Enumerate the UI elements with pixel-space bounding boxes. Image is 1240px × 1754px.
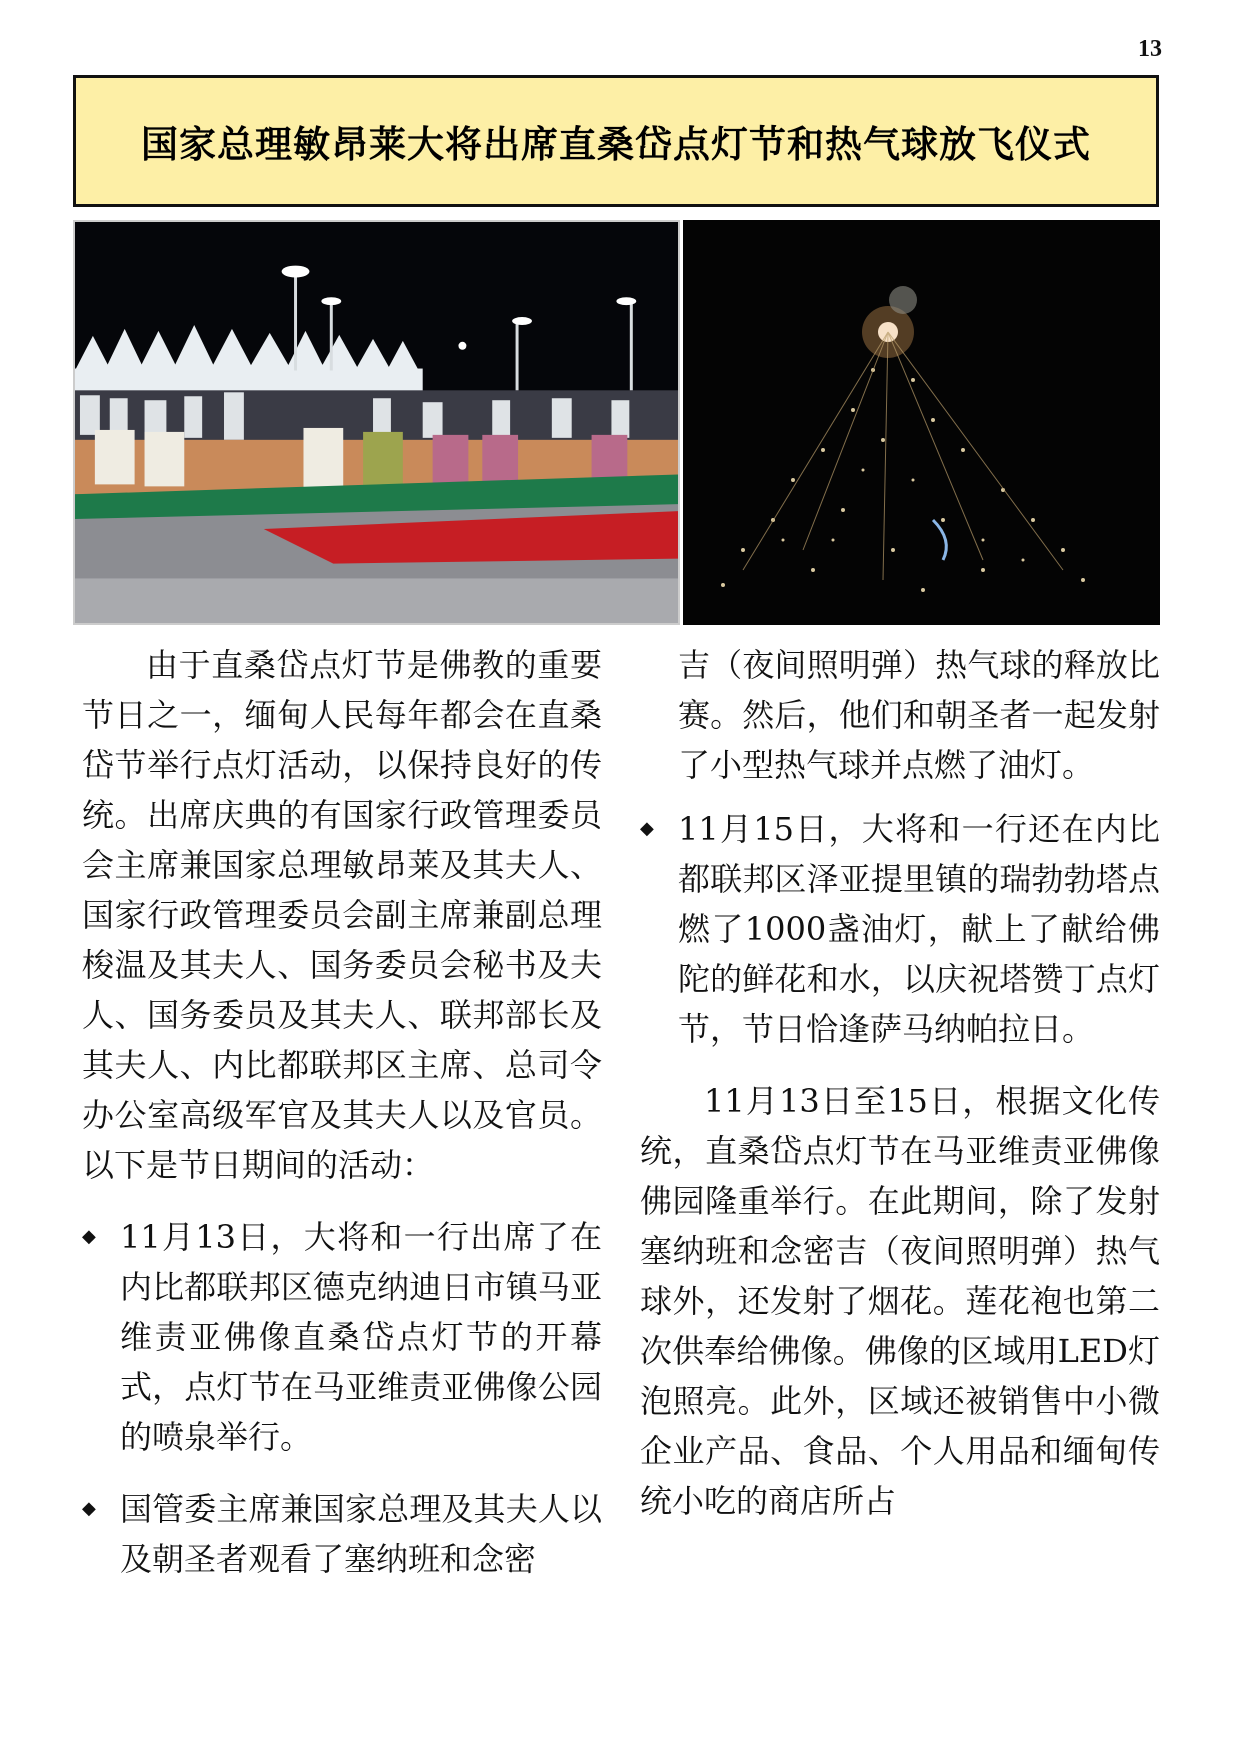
diamond-bullet-icon: ◆ — [640, 818, 654, 839]
balloon-firework-photo — [683, 220, 1160, 625]
bullet-item — [82, 1212, 602, 1462]
diamond-bullet-icon: ◆ — [82, 1498, 96, 1519]
left-text-column — [82, 640, 602, 1584]
bullet-item — [640, 804, 1160, 1054]
bullet-text: 11月13日，大将和一行出席了在内比都联邦区德克纳迪日市镇马亚维责亚佛像直桑岱点灯节的开幕式，点灯节在马亚维责亚佛像公园的喷泉举行。 — [120, 1218, 602, 1456]
page-number: 13 — [1138, 36, 1162, 62]
diamond-bullet-icon: ◆ — [82, 1226, 96, 1247]
right-text-column — [640, 640, 1160, 1526]
bullet-item — [82, 1484, 602, 1584]
title-banner — [73, 75, 1159, 207]
body-paragraph: 11月13日至15日，根据文化传统，直桑岱点灯节在马亚维责亚佛像佛园隆重举行。在此期间，除了发射塞纳班和念密吉（夜间照明弹）热气球外，还发射了烟花。莲花袍也第二次供奉给佛像。佛像的区域用LED灯泡照亮。此外，区域还被销售中小微企业产品、食品、个人用品和缅甸传统小吃的商店所占 — [640, 1082, 1160, 1520]
continued-bullet-text: 吉（夜间照明弹）热气球的释放比赛。然后，他们和朝圣者一起发射了小型热气球并点燃了油灯。 — [678, 646, 1160, 784]
intro-paragraph: 由于直桑岱点灯节是佛教的重要节日之一，缅甸人民每年都会在直桑岱节举行点灯活动，以保持良好的传统。出席庆典的有国家行政管理委员会主席兼国家总理敏昂莱及其夫人、国家行政管理委员会副主席兼副总理梭温及其夫人、国务委员会秘书及夫人、国务委员及其夫人、联邦部长及其夫人、内比都联邦区主席、总司令办公室高级军官及其夫人以及官员。以下是节日期间的活动： — [82, 646, 602, 1184]
bullet-text: 国管委主席兼国家总理及其夫人以及朝圣者观看了塞纳班和念密 — [120, 1490, 602, 1578]
page-title: 国家总理敏昂莱大将出席直桑岱点灯节和热气球放飞仪式 — [141, 123, 1091, 166]
bullet-text: 11月15日，大将和一行还在内比都联邦区泽亚提里镇的瑞勃勃塔点燃了1000盏油灯，献上了献给佛陀的鲜花和水，以庆祝塔赞丁点灯节，节日恰逢萨马纳帕拉日。 — [678, 810, 1160, 1048]
ceremony-audience-photo — [73, 220, 680, 625]
